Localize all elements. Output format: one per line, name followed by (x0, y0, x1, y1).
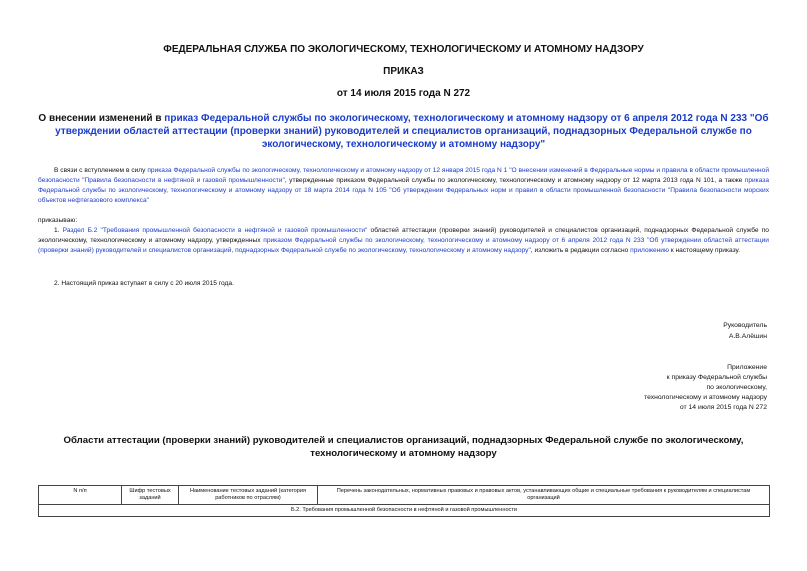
organization-header: ФЕДЕРАЛЬНАЯ СЛУЖБА ПО ЭКОЛОГИЧЕСКОМУ, ТЕХНОЛОГИЧЕСКОМУ И АТОМНОМУ НАДЗОРУ (163, 44, 644, 55)
item-1-link-annex[interactable]: приложению (630, 247, 669, 254)
title-link[interactable]: приказ Федеральной службы по экологическому, технологическому и атомному надзору от 6 апреля 2012 года N 233 "Об утверждении областей аттестации (проверки знаний) руководителей и специалистов организаций, поднадзорных Федеральной службе по экологическому, технологическому и атомному надзору" (55, 113, 769, 150)
item-1-prefix: 1. (54, 227, 63, 234)
col-name-header: Наименование тестовых заданий (категория работников по отраслям) (179, 486, 318, 505)
annex-title: Области аттестации (проверки знаний) руководителей и специалистов организаций, поднадзорных Федеральной службе по экологическому, технологическому и атомному надзору (63, 435, 744, 459)
intro-mid: , утвержденные приказом Федеральной службы по экологическому, технологическому и атомному надзору от 12 марта 2013 года N 101, а также (284, 177, 745, 184)
annex-line: к приказу Федеральной службы (666, 374, 767, 381)
signature-block (723, 320, 767, 342)
item-1-paragraph (38, 226, 769, 256)
item-1-link-order[interactable]: приказом Федеральной службы по экологическому, технологическому и атомному надзору от 6 апреля 2012 года N 233 "Об утверждении областей аттестации (проверки знаний) руководителей и специалистов организаций, поднадзорных Федеральной службе по экологическому, технологическому и атомному надзору" (38, 237, 769, 254)
signature-name: А.В.Алёшин (728, 333, 767, 340)
intro-link-2[interactable]: приказа Федеральной службы по экологическому, технологическому и атомному надзору от 18 марта 2014 года N 105 "Об утверждении Федеральных норм и правил в области промышленной безопасности "Правила безопасности морских объектов нефтегазового комплекса" (38, 177, 769, 204)
col-code-header: Шифр тестовых заданий (122, 486, 179, 505)
annex-line: технологическому и атомному надзору (644, 394, 767, 401)
col-acts-header: Перечень законодательных, нормативных правовых и правовых актов, устанавливающих общие и специальные требования к руководителям и специалистам организаций (318, 486, 770, 505)
annex-line: по экологическому, (706, 384, 767, 391)
document-title (38, 112, 769, 151)
item-1-suffix: , изложить в редакции согласно (530, 247, 631, 254)
annex-line: от 14 июля 2015 года N 272 (679, 404, 767, 411)
annex-block (547, 363, 767, 413)
table-row (39, 505, 770, 517)
annex-line: Приложение (727, 364, 767, 371)
item-2-paragraph: 2. Настоящий приказ вступает в силу с 20 июля 2015 года. (54, 280, 234, 287)
intro-link-1[interactable]: приказа Федеральной службы по экологическому, технологическому и атомному надзору от 12 января 2015 года N 1 "О внесении изменений в Федеральные нормы и правила в области промышленной безопасности "Правила безопасности в нефтяной и газовой промышленности" (38, 167, 770, 184)
intro-prefix: В связи с вступлением в силу (54, 167, 148, 174)
item-1-mid: областей аттестации (проверки знаний) руководителей и специалистов организаций, поднадзорных Федеральной службе по экологическому, технологическому и атомному надзору, утвержденных (38, 227, 769, 244)
attestation-areas-table (38, 485, 770, 517)
order-word: приказываю: (38, 217, 78, 224)
title-prefix: О внесении изменений в (38, 113, 165, 124)
document-date: от 14 июля 2015 года N 272 (336, 88, 471, 99)
item-1-end: к настоящему приказу. (668, 247, 740, 254)
item-1-link-section[interactable]: Раздел Б.2 "Требования промышленной безопасности в нефтяной и газовой промышленности" (62, 227, 368, 234)
document-type: ПРИКАЗ (383, 66, 424, 77)
section-row-cell: Б.2. Требования промышленной безопасности в нефтяной и газовой промышленности (39, 505, 770, 517)
table-header-row (39, 486, 770, 505)
signature-role: Руководитель (723, 322, 767, 329)
intro-paragraph (38, 166, 769, 206)
col-number-header: N п/п (39, 486, 122, 505)
